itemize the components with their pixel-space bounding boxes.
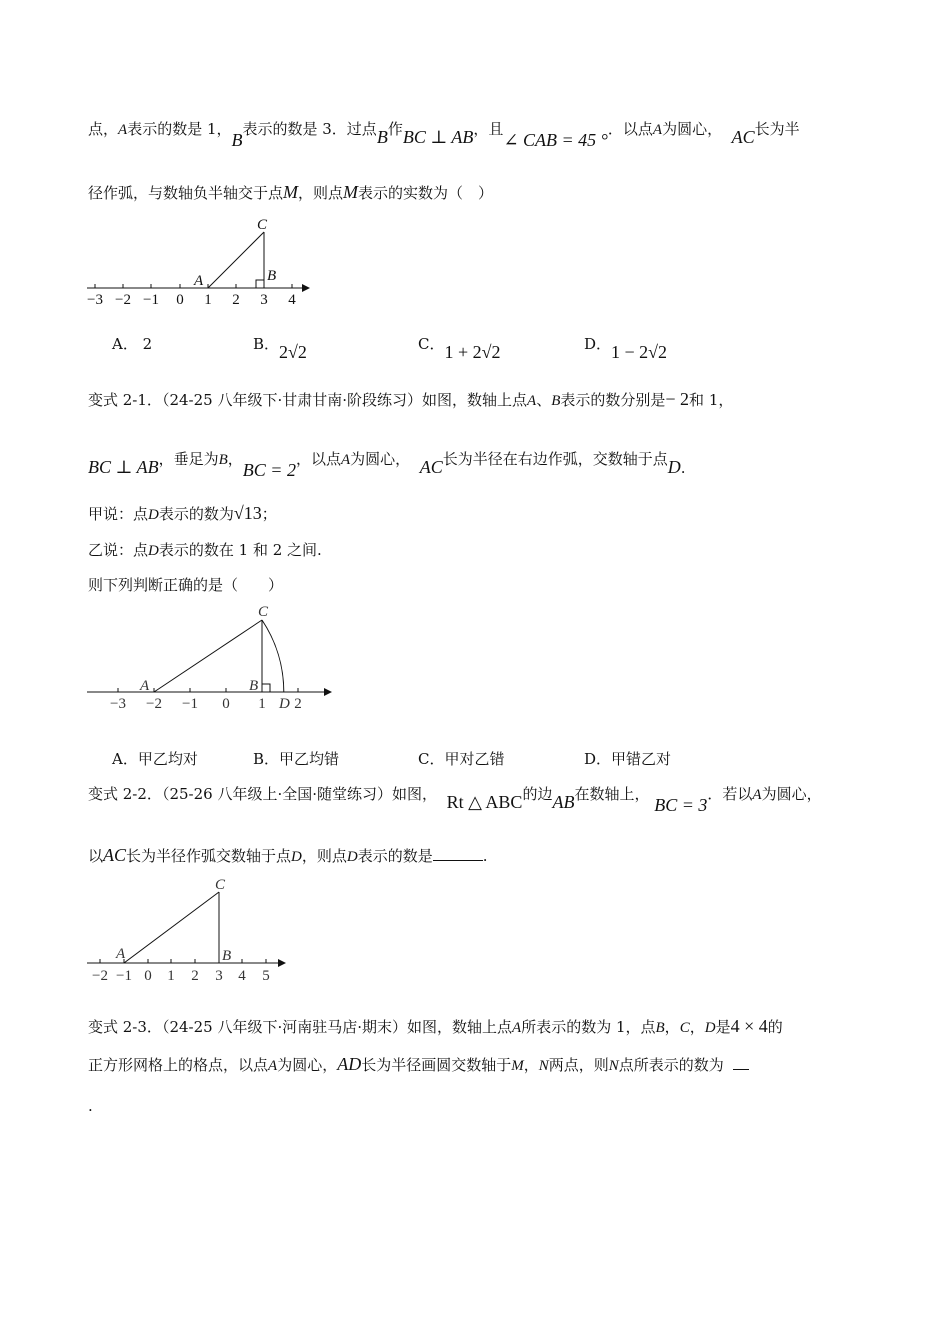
option-value: 1 − 2√2 [611, 342, 668, 362]
math-grid-size: 4 × 4 [730, 1016, 768, 1036]
text: 长为半径作弧交数轴于点 [126, 847, 292, 865]
text: . [88, 1097, 93, 1115]
text: 点， [88, 120, 119, 138]
right-angle-mark [256, 280, 264, 288]
option-a[interactable] [112, 333, 152, 354]
tick-label: 2 [191, 968, 199, 984]
text: ，以点 [295, 450, 341, 468]
v21-text-line-1 [88, 389, 862, 411]
option-label: D． [584, 750, 612, 768]
text: 和 1， [689, 391, 734, 409]
v21-number-line-figure [84, 600, 340, 715]
problem-source: （25-26 八年级上·全国·随堂练习） [161, 785, 392, 803]
math-equation: BC = 2 [242, 460, 296, 480]
text: . [680, 459, 686, 477]
tick-label: 3 [260, 292, 268, 308]
point-label-a: A [116, 946, 126, 962]
var-d: D [667, 457, 681, 477]
var-ac: AC [731, 127, 755, 147]
v23-text-line-3 [88, 1096, 862, 1116]
text: 为圆心， [662, 120, 723, 138]
tick-label: 1 [258, 696, 266, 712]
text: 为圆心， [277, 1056, 338, 1074]
option-c[interactable] [418, 333, 501, 362]
tick-label: 5 [262, 968, 270, 984]
math-equation: BC = 3 [654, 795, 708, 815]
option-b[interactable] [253, 748, 339, 769]
text: 表示的数是 3．过点 [242, 120, 377, 138]
text: ，则点 [301, 847, 347, 865]
text: 甲说：点 [88, 505, 149, 523]
option-d[interactable] [584, 748, 671, 769]
text: 长为半 [754, 120, 800, 138]
text: 所表示的数为 1，点 [521, 1018, 656, 1036]
problem-number: 变式 2-2． [88, 785, 162, 803]
point-label-c: C [215, 877, 226, 893]
math-triangle: Rt △ ABC [446, 792, 523, 812]
var-m: M [343, 182, 359, 202]
tick-label: −1 [116, 968, 132, 984]
text: ； [261, 505, 277, 523]
text: 表示的数在 1 和 2 之间. [158, 541, 322, 559]
text: 则下列判断正确的是（ ） [88, 576, 284, 594]
var-ab: AB [552, 792, 575, 812]
text: 表示的数为 [158, 505, 234, 523]
v22-text-line-2 [88, 845, 862, 867]
text: ．若以 [707, 785, 753, 803]
point-label-c: C [258, 604, 269, 620]
var-a: A [752, 787, 762, 803]
tick-label: −3 [87, 292, 103, 308]
var-a: A [340, 452, 351, 468]
var-b: B [218, 452, 228, 468]
option-d[interactable] [584, 333, 668, 362]
tick-label: 3 [215, 968, 223, 984]
var-m: M [511, 1058, 524, 1074]
text: ， [523, 1056, 539, 1074]
v22-text-line-1 [88, 783, 862, 815]
tick-label: −1 [182, 696, 198, 712]
tick-label: 4 [238, 968, 246, 984]
text: 、 [536, 391, 552, 409]
option-a[interactable] [112, 748, 198, 769]
option-label: C． [418, 335, 445, 353]
tick-label: 1 [204, 292, 212, 308]
var-d: D [291, 849, 302, 865]
text: 是 [715, 1018, 731, 1036]
var-n: N [608, 1058, 619, 1074]
text: ， [227, 450, 243, 468]
option-value: 甲乙均错 [279, 750, 340, 768]
tick-label: 0 [222, 696, 230, 712]
q1-text-line-1 [88, 118, 862, 150]
tick-label: −1 [143, 292, 159, 308]
var-d: D [346, 849, 358, 865]
text: 点所表示的数为 [618, 1056, 724, 1074]
text: 的 [767, 1018, 783, 1036]
math-value: √13 [233, 503, 262, 523]
text: 作 [387, 120, 403, 138]
text: 正方形网格上的格点，以点 [88, 1056, 269, 1074]
math-value: − 2 [665, 389, 690, 409]
option-b[interactable] [253, 333, 307, 362]
text: 在数轴上， [574, 785, 650, 803]
var-ac: AC [103, 845, 127, 865]
option-label: A． [112, 750, 138, 768]
problem-number: 变式 2-1． [88, 391, 162, 409]
var-d: D [148, 507, 159, 523]
point-label-b: B [222, 948, 232, 964]
problem-source: （24-25 八年级下·甘肃甘南·阶段练习） [161, 391, 422, 409]
point-label-a: A [194, 273, 204, 289]
text: ，且 [473, 120, 504, 138]
var-d: D [148, 543, 159, 559]
text: 径作弧，与数轴负半轴交于点 [88, 184, 284, 202]
segment-ac [124, 892, 219, 963]
point-label-c: C [257, 217, 268, 233]
option-label: B． [253, 335, 280, 353]
arc [262, 620, 284, 692]
text: 表示的实数为（ ） [358, 184, 494, 202]
math-angle: ∠ CAB = 45 ° [503, 130, 608, 150]
text: 以 [88, 847, 104, 865]
var-ad: AD [337, 1054, 362, 1074]
option-value: 1 + 2√2 [444, 342, 501, 362]
var-c: C [679, 1020, 690, 1036]
text: 长为半径在右边作弧，交数轴于点 [442, 450, 668, 468]
var-a: A [652, 122, 663, 138]
option-label: D． [584, 335, 612, 353]
var-m: M [283, 182, 299, 202]
problem-source: （24-25 八年级下·河南驻马店·期末） [161, 1018, 407, 1036]
option-c[interactable] [418, 748, 505, 769]
v21-text-line-2 [88, 448, 862, 480]
right-angle-mark [262, 684, 270, 692]
text: ，垂足为 [158, 450, 219, 468]
option-value: 甲错乙对 [611, 750, 672, 768]
text: 为圆心， [761, 785, 822, 803]
option-label: C． [418, 750, 445, 768]
tick-label: −2 [115, 292, 131, 308]
point-label-d: D [279, 696, 290, 712]
tick-label: 2 [294, 696, 302, 712]
q1-number-line-figure [84, 210, 314, 310]
text: 表示的数分别是 [560, 391, 666, 409]
var-b: B [376, 127, 388, 147]
var-n: N [538, 1058, 549, 1074]
math-perpendicular: BC ⊥ AB [88, 457, 159, 477]
var-d: D [704, 1020, 716, 1036]
text: ， [689, 1018, 705, 1036]
option-value: 甲乙均对 [137, 750, 198, 768]
text: ，则点 [298, 184, 344, 202]
var-b: B [655, 1020, 665, 1036]
text: 如图， [392, 785, 438, 803]
v21-yi [88, 540, 862, 561]
text: 两点，则 [548, 1056, 609, 1074]
option-value: 2 [142, 335, 153, 353]
q1-text-line-2 [88, 182, 862, 203]
tick-label: 0 [176, 292, 184, 308]
answer-blank[interactable] [433, 846, 483, 861]
text: ， [664, 1018, 680, 1036]
math-perpendicular: BC ⊥ AB [402, 127, 474, 147]
tick-label: 2 [232, 292, 240, 308]
tick-label: 4 [288, 292, 296, 308]
var-a: A [512, 1020, 522, 1036]
option-label: A． [112, 335, 138, 353]
text: 如图，数轴上点 [407, 1018, 513, 1036]
v23-text-line-1 [88, 1016, 862, 1038]
text: 为圆心， [350, 450, 411, 468]
option-label: B． [253, 750, 280, 768]
tick-label: −2 [92, 968, 108, 984]
var-a: A [118, 122, 128, 138]
var-a: A [527, 393, 537, 409]
text: ．以点 [607, 120, 653, 138]
option-value: 2√2 [279, 342, 307, 362]
problem-number: 变式 2-3． [88, 1018, 162, 1036]
segment-ac [154, 620, 262, 692]
v21-jia [88, 503, 862, 525]
tick-label: −3 [110, 696, 126, 712]
v22-number-line-figure [84, 876, 294, 986]
text: 乙说：点 [88, 541, 149, 559]
point-label-b: B [249, 678, 259, 694]
tick-label: 1 [167, 968, 175, 984]
text: . [482, 847, 488, 865]
point-label-a: A [140, 678, 150, 694]
text: 长为半径画圆交数轴于 [361, 1056, 512, 1074]
var-ac: AC [419, 457, 443, 477]
option-value: 甲对乙错 [444, 750, 505, 768]
var-b: B [551, 393, 561, 409]
point-label-b: B [267, 268, 277, 284]
tick-label: −2 [146, 696, 162, 712]
text: 表示的数是 1， [127, 120, 232, 138]
var-b: B [231, 130, 243, 150]
v21-question [88, 575, 862, 595]
tick-label: 0 [144, 968, 152, 984]
text: 如图，数轴上点 [422, 391, 528, 409]
var-a: A [268, 1058, 278, 1074]
answer-blank[interactable] [733, 1055, 749, 1070]
v23-text-line-2 [88, 1054, 862, 1076]
text: 的边 [522, 785, 553, 803]
text: 表示的数是 [357, 847, 433, 865]
